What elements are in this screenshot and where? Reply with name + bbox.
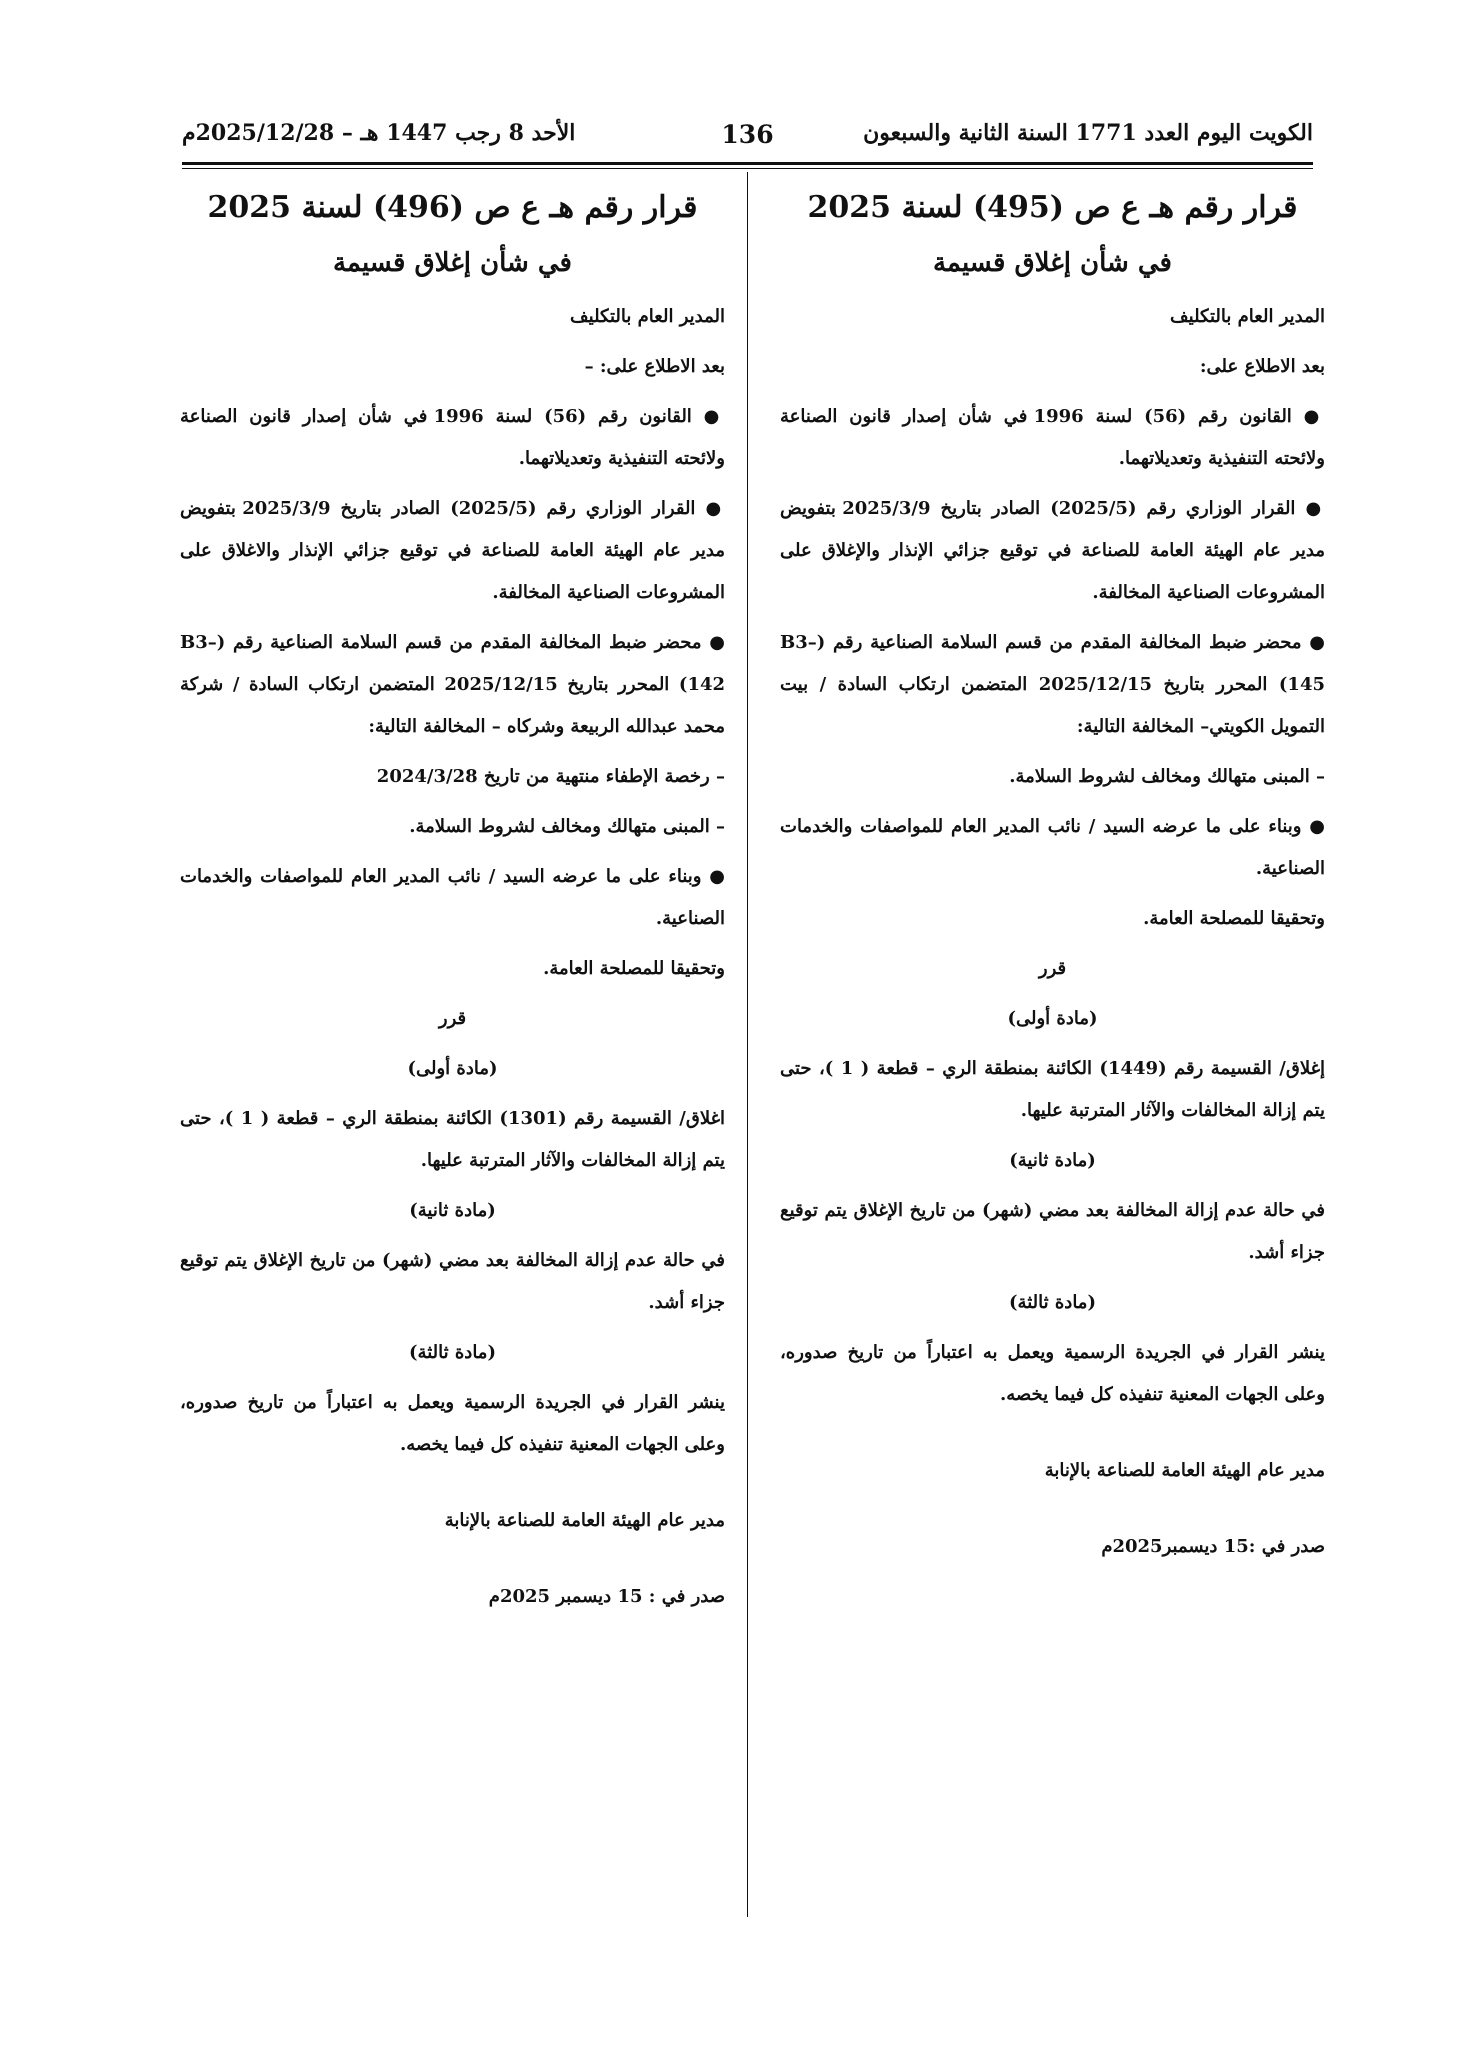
reference-ministerial-decision: ● القرار الوزاري رقم (2025/5) الصادر بتاريخ 2025/3/9 بتفويض مدير عام الهيئة العامة للصناعة في توقيع جزائي الإنذار والاغلاق على المشروعات الصناعية المخالفة. bbox=[180, 498, 725, 603]
signature: مدير عام الهيئة العامة للصناعة بالإنابة bbox=[1044, 1460, 1325, 1481]
decided-label: قرر bbox=[438, 1008, 467, 1029]
decision-subtitle: في شأن إغلاق قسيمة bbox=[932, 248, 1172, 278]
public-interest: وتحقيقا للمصلحة العامة. bbox=[1143, 908, 1325, 929]
issued-date: صدر في :15 ديسمبر2025م bbox=[1101, 1536, 1325, 1557]
article-3-heading: (مادة ثالثة) bbox=[409, 1342, 496, 1363]
column-divider bbox=[747, 172, 748, 1917]
article-1-text: إغلاق/ القسيمة رقم (1449) الكائنة بمنطقة الري – قطعة ( 1 )، حتى يتم إزالة المخالفات والآثار المترتبة عليها. bbox=[780, 1058, 1325, 1121]
header-rule-thin bbox=[182, 168, 1313, 169]
violation-item-license: – رخصة الإطفاء منتهية من تاريخ 2024/3/28 bbox=[376, 766, 725, 787]
decision-title: قرار رقم هـ ع ص (495) لسنة 2025 bbox=[807, 190, 1298, 225]
reference-violation-report: ● محضر ضبط المخالفة المقدم من قسم السلامة الصناعية رقم (B3–145) المحرر بتاريخ 2025/12/15 المتضمن ارتكاب السادة / بيت التمويل الكويتي– المخالفة التالية: bbox=[780, 632, 1325, 737]
issued-date: صدر في : 15 ديسمبر 2025م bbox=[488, 1586, 725, 1607]
article-2-text: في حالة عدم إزالة المخالفة بعد مضي (شهر) من تاريخ الإغلاق يتم توقيع جزاء أشد. bbox=[180, 1250, 725, 1313]
violation-item-building: – المبنى متهالك ومخالف لشروط السلامة. bbox=[409, 816, 725, 837]
reference-proposal: ● وبناء على ما عرضه السيد / نائب المدير العام للمواصفات والخدمات الصناعية. bbox=[780, 816, 1325, 879]
article-1-text: اغلاق/ القسيمة رقم (1301) الكائنة بمنطقة الري – قطعة ( 1 )، حتى يتم إزالة المخالفات والآثار المترتبة عليها. bbox=[180, 1108, 725, 1171]
preamble: بعد الاطلاع على: bbox=[1199, 356, 1325, 377]
decision-495 bbox=[780, 180, 1325, 1576]
article-1-heading: (مادة أولى) bbox=[1007, 1008, 1098, 1029]
issuer: المدير العام بالتكليف bbox=[570, 306, 725, 327]
decision-496 bbox=[180, 180, 725, 1626]
article-1-heading: (مادة أولى) bbox=[407, 1058, 498, 1079]
article-3-text: ينشر القرار في الجريدة الرسمية ويعمل به اعتباراً من تاريخ صدوره، وعلى الجهات المعنية تنفيذه كل فيما يخصه. bbox=[180, 1392, 725, 1455]
decision-subtitle: في شأن إغلاق قسيمة bbox=[332, 248, 572, 278]
issue-date: الأحد 8 رجب 1447 هـ – 2025/12/28م bbox=[182, 120, 576, 146]
reference-violation-report: ● محضر ضبط المخالفة المقدم من قسم السلامة الصناعية رقم (B3–142) المحرر بتاريخ 2025/12/15 المتضمن ارتكاب السادة / شركة محمد عبدالله الربيعة وشركاه – المخالفة التالية: bbox=[180, 632, 726, 737]
signature: مدير عام الهيئة العامة للصناعة بالإنابة bbox=[444, 1510, 725, 1531]
decision-title: قرار رقم هـ ع ص (496) لسنة 2025 bbox=[207, 190, 698, 225]
preamble: بعد الاطلاع على: – bbox=[584, 356, 725, 377]
violation-item: – المبنى متهالك ومخالف لشروط السلامة. bbox=[1009, 766, 1325, 787]
issuer: المدير العام بالتكليف bbox=[1170, 306, 1325, 327]
decided-label: قرر bbox=[1038, 958, 1067, 979]
page-header bbox=[182, 120, 1313, 162]
header-rule-thick bbox=[182, 162, 1313, 165]
gazette-issue: الكويت اليوم العدد 1771 السنة الثانية والسبعون bbox=[863, 120, 1313, 146]
reference-proposal: ● وبناء على ما عرضه السيد / نائب المدير العام للمواصفات والخدمات الصناعية. bbox=[180, 866, 725, 929]
public-interest: وتحقيقا للمصلحة العامة. bbox=[543, 958, 725, 979]
article-2-heading: (مادة ثانية) bbox=[409, 1200, 496, 1221]
reference-law: ● القانون رقم (56) لسنة 1996 في شأن إصدار قانون الصناعة ولائحته التنفيذية وتعديلاتهما. bbox=[180, 406, 725, 469]
article-3-heading: (مادة ثالثة) bbox=[1009, 1292, 1096, 1313]
reference-law: ● القانون رقم (56) لسنة 1996 في شأن إصدار قانون الصناعة ولائحته التنفيذية وتعديلاتهما. bbox=[780, 406, 1325, 469]
page-number: 136 bbox=[721, 120, 774, 149]
reference-ministerial-decision: ● القرار الوزاري رقم (2025/5) الصادر بتاريخ 2025/3/9 بتفويض مدير عام الهيئة العامة للصناعة في توقيع جزائي الإنذار والإغلاق على المشروعات الصناعية المخالفة. bbox=[780, 498, 1325, 603]
article-3-text: ينشر القرار في الجريدة الرسمية ويعمل به اعتباراً من تاريخ صدوره، وعلى الجهات المعنية تنفيذه كل فيما يخصه. bbox=[780, 1342, 1325, 1405]
article-2-heading: (مادة ثانية) bbox=[1009, 1150, 1096, 1171]
article-2-text: في حالة عدم إزالة المخالفة بعد مضي (شهر) من تاريخ الإغلاق يتم توقيع جزاء أشد. bbox=[780, 1200, 1325, 1263]
